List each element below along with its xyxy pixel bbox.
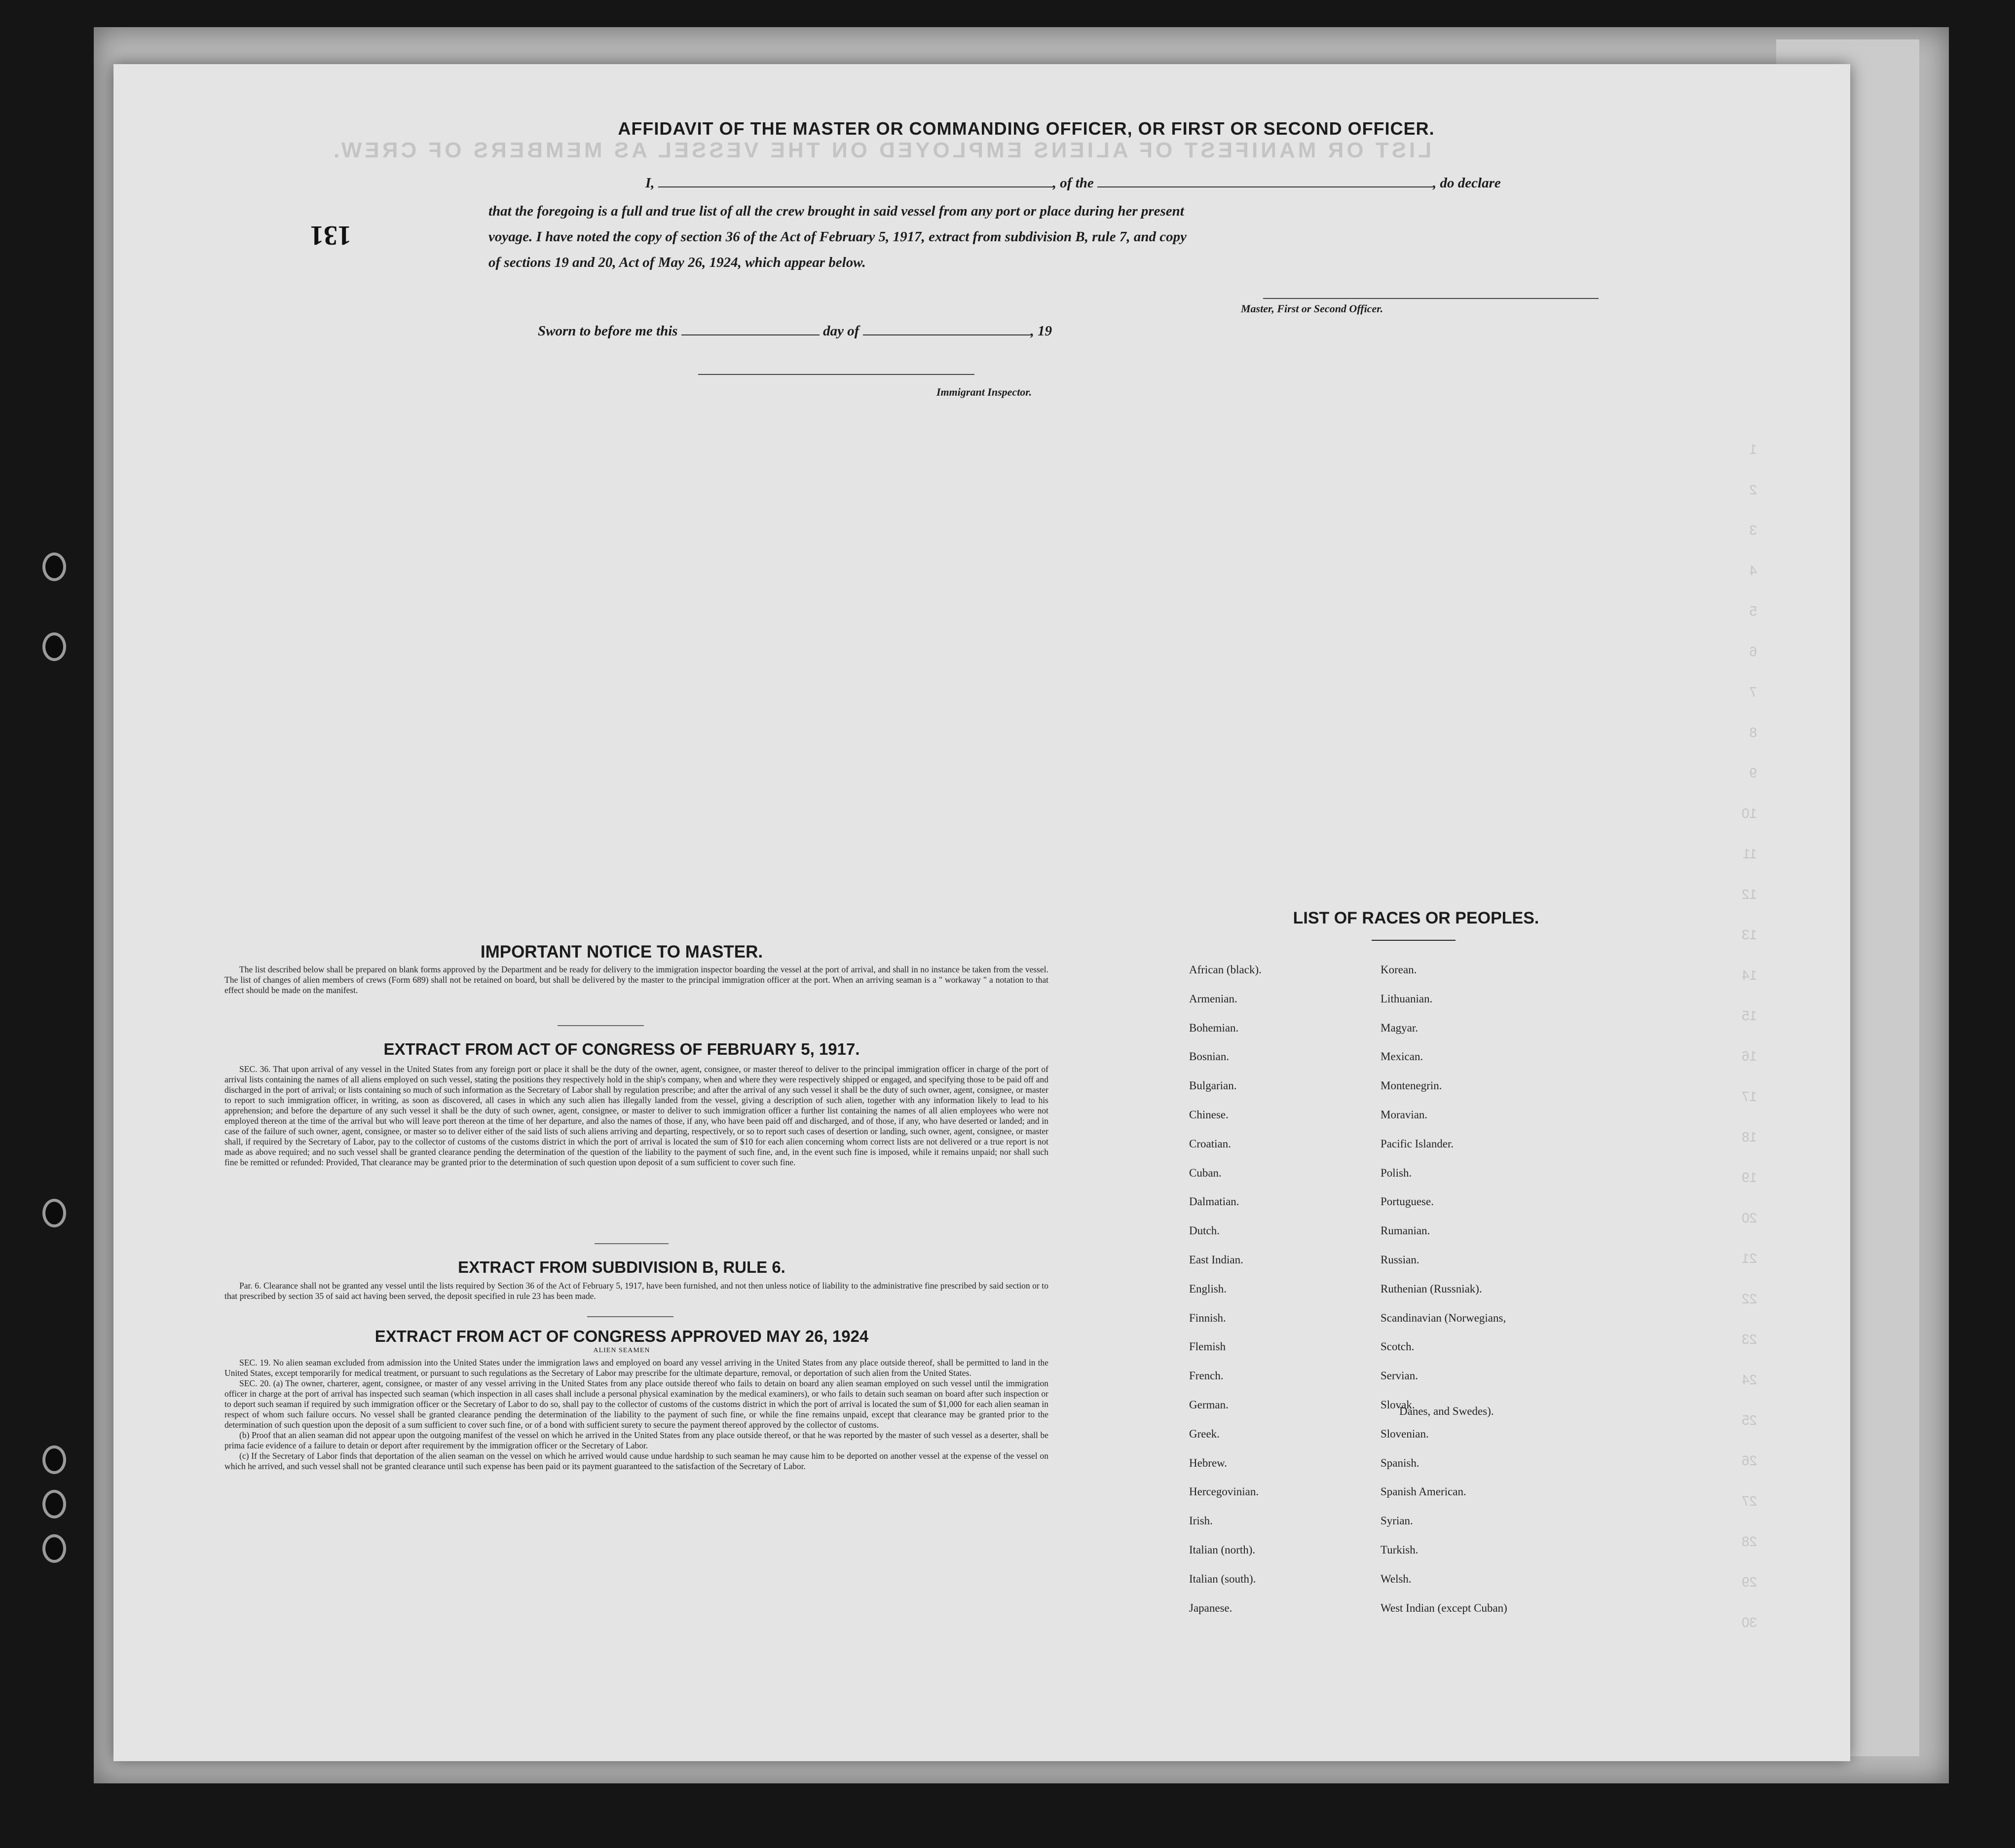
races-left-column bbox=[1189, 963, 1262, 1630]
affidavit-i-label: I, bbox=[645, 175, 655, 191]
extract-rule6-text bbox=[224, 1281, 1048, 1301]
race-entry: Flemish bbox=[1189, 1340, 1226, 1353]
race-entry: Welsh. bbox=[1381, 1572, 1412, 1585]
sworn-line bbox=[538, 323, 1052, 339]
inspector-signature-line[interactable] bbox=[698, 374, 974, 375]
race-entry: Finnish. bbox=[1189, 1311, 1226, 1324]
race-entry: Spanish. bbox=[1381, 1456, 1419, 1469]
affidavit-line-3: voyage. I have noted the copy of section 36 of the Act of February 5, 1917, extract from subdivision B, rule 7, and copy bbox=[488, 229, 1187, 245]
show-through-title: LIST OR MANIFEST OF ALIENS EMPLOYED ON THE VESSEL AS MEMBERS OF CREW. bbox=[331, 138, 1432, 162]
binder-hole bbox=[42, 632, 66, 661]
show-through-row-number: 24 bbox=[1742, 1372, 1757, 1387]
affidavit-line-4: of sections 19 and 20, Act of May 26, 1924, which appear below. bbox=[488, 255, 866, 270]
show-through-row-number: 2 bbox=[1749, 482, 1757, 497]
race-entry: Scotch. bbox=[1381, 1340, 1415, 1353]
show-through-row-number: 5 bbox=[1749, 603, 1757, 619]
divider bbox=[587, 1316, 673, 1317]
notice-paragraph: The list described below shall be prepared on blank forms approved by the Department and be ready for delivery to the immigration inspector boarding the vessel at the port of arrival, and shall in no instance be taken from the vessel. The list of changes of alien members of crews (Form 689) shall not be retained on board, but shall be delivered by the master to the principal immigration officer at the port. When an arriving seaman is a " workaway " a notation to that effect should be made on the manifest. bbox=[224, 964, 1048, 995]
notice-title: IMPORTANT NOTICE TO MASTER. bbox=[480, 942, 763, 961]
race-entry: Italian (south). bbox=[1189, 1572, 1256, 1585]
race-entry: Ruthenian (Russniak). bbox=[1381, 1282, 1482, 1295]
race-entry: Dutch. bbox=[1189, 1224, 1220, 1237]
section-36-paragraph: SEC. 36. That upon arrival of any vessel in the United States from any foreign port or place it shall be the duty of the owner, agent, consignee, or master thereof to deliver to the principal immigration officer in charge of the port of arrival lists containing the names of all aliens employed on such vessel, stating the positions they respectively hold in the ship's company, when and where they were respectively shipped or engaged, and specifying those to be paid off and discharged in the port of arrival; or lists containing so much of such information as the Secretary of Labor shall by regulation prescribe; and after the arrival of any such vessel it shall be the duty of such owner, agent, consignee, or master to report to such immigration officer, in writing, as soon as discovered, all cases in which any such alien has illegally landed from the vessel, giving a description of such alien, together with any information likely to lead to his apprehension; and before the departure of any such vessel it shall be the duty of such owner, agent, consignee, or master to deliver to such immigration officer a further list containing the names of all alien employees who were not employed thereon at the time of the arrival but who will leave port thereon at the time of her departure, and also the names of those, if any, who have been paid off and discharged, and of those, if any, who have deserted or landed; and in case of the failure of such owner, agent, consignee, or master so to deliver either of the said lists of such aliens arriving and departing, respectively, or so to report such cases of desertion or landing, such owner, agent, consignee, or master shall, if required by the Secretary of Labor, pay to the collector of customs of the customs district in which the port of arrival is located the sum of $10 for each alien concerning whom correct lists are not delivered or a true report is not made as above required; and no such vessel shall be granted clearance pending the determination of the question of the liability to the payment of such fine, and, in the event such fine is imposed, while it remains unpaid; nor shall such fine be remitted or refunded: Provided, That clearance may be granted prior to the determination of such question upon deposit of a sum sufficient to cover such fine. bbox=[224, 1064, 1048, 1167]
race-entry: East Indian. bbox=[1189, 1253, 1243, 1266]
section-19-paragraph: SEC. 19. No alien seaman excluded from admission into the United States under the immigration laws and employed on board any vessel arriving in the United States from any place outside thereof, shall be permitted to land in the United States, except temporarily for medical treatment, or pursuant to such regulations as the Secretary of Labor may prescribe for the ultimate departure, removal, or deportation of such alien from the United States. bbox=[224, 1358, 1048, 1378]
race-entry: Syrian. bbox=[1381, 1515, 1413, 1527]
show-through-row-number: 27 bbox=[1742, 1493, 1757, 1509]
show-through-row-number: 22 bbox=[1742, 1291, 1757, 1306]
show-through-row-number: 14 bbox=[1742, 967, 1757, 983]
binder-hole bbox=[42, 1534, 66, 1563]
race-entry: Polish. bbox=[1381, 1166, 1412, 1179]
show-through-row-number: 21 bbox=[1742, 1251, 1757, 1266]
sworn-day-field[interactable] bbox=[681, 324, 820, 335]
extract-1924-title: EXTRACT FROM ACT OF CONGRESS APPROVED MAY 26, 1924 bbox=[374, 1327, 869, 1345]
race-entry: French. bbox=[1189, 1369, 1224, 1382]
divider bbox=[1372, 940, 1455, 941]
race-entry: Armenian. bbox=[1189, 992, 1237, 1005]
show-through-row-number: 29 bbox=[1742, 1574, 1757, 1589]
race-entry: Slovak. bbox=[1381, 1398, 1415, 1411]
show-through-row-number: 19 bbox=[1742, 1170, 1757, 1185]
show-through-row-numbers bbox=[1742, 429, 1757, 1643]
extract-1917-text bbox=[224, 1064, 1048, 1168]
section-20c-paragraph: (c) If the Secretary of Labor finds that deportation of the alien seaman on the vessel on which he arrived would cause undue hardship to such seaman he may cause him to be deported on another vessel at the expense of the vessel on which he arrived, and such vessel shall not be granted clearance until such expense has been paid or its payment guaranteed to the satisfaction of the Secretary of Labor. bbox=[224, 1451, 1048, 1471]
binder-hole bbox=[42, 1199, 66, 1227]
race-entry: Bohemian. bbox=[1189, 1021, 1239, 1034]
show-through-row-number: 11 bbox=[1743, 846, 1757, 861]
extract-rule6-title: EXTRACT FROM SUBDIVISION B, RULE 6. bbox=[458, 1258, 785, 1276]
show-through-row-number: 3 bbox=[1749, 522, 1757, 538]
race-entry: Slovenian. bbox=[1381, 1427, 1429, 1440]
race-entry: Montenegrin. bbox=[1381, 1079, 1442, 1092]
race-entry: Hercegovinian. bbox=[1189, 1485, 1259, 1498]
race-entry: Hebrew. bbox=[1189, 1456, 1228, 1469]
race-entry: German. bbox=[1189, 1398, 1229, 1411]
affidavit-of-the-label: , of the bbox=[1052, 175, 1094, 191]
show-through-row-number: 10 bbox=[1742, 806, 1757, 821]
race-entry: Italian (north). bbox=[1189, 1543, 1256, 1556]
race-entry: Cuban. bbox=[1189, 1166, 1222, 1179]
divider bbox=[558, 1025, 644, 1026]
alien-seamen-subtitle: ALIEN SEAMEN bbox=[593, 1347, 650, 1354]
race-entry: Spanish American. bbox=[1381, 1485, 1466, 1498]
show-through-row-number: 8 bbox=[1749, 725, 1757, 740]
race-entry: Servian. bbox=[1381, 1369, 1418, 1382]
show-through-row-number: 17 bbox=[1742, 1089, 1757, 1104]
show-through-row-number: 23 bbox=[1742, 1331, 1757, 1347]
day-of-label: day of bbox=[823, 323, 859, 339]
sworn-month-field[interactable] bbox=[863, 324, 1031, 335]
show-through-row-number: 9 bbox=[1749, 765, 1757, 780]
year-label: , 19 bbox=[1030, 323, 1052, 339]
vessel-name-field[interactable] bbox=[1097, 176, 1433, 187]
race-entry: Magyar. bbox=[1381, 1021, 1418, 1034]
show-through-row-number: 20 bbox=[1742, 1210, 1757, 1225]
show-through-row-number: 6 bbox=[1749, 644, 1757, 659]
paragraph-6: Par. 6. Clearance shall not be granted any vessel until the lists required by Section 36 of the Act of February 5, 1917, have been furnished, and not then unless notice of liability to the administrative fine prescribed by said section or to that prescribed by section 35 of said act having been served, the deposit specified in rule 23 has been made. bbox=[224, 1281, 1048, 1301]
sworn-label: Sworn to before me this bbox=[538, 323, 678, 339]
race-entry: Dalmatian. bbox=[1189, 1195, 1239, 1208]
race-entry: Portuguese. bbox=[1381, 1195, 1434, 1208]
notice-text bbox=[224, 964, 1048, 996]
scandinavian-continuation: Danes, and Swedes). bbox=[1399, 1405, 1494, 1417]
race-entry: Lithuanian. bbox=[1381, 992, 1433, 1005]
race-entry: Pacific Islander. bbox=[1381, 1137, 1454, 1150]
show-through-row-number: 12 bbox=[1742, 887, 1757, 902]
race-entry: Japanese. bbox=[1189, 1601, 1232, 1614]
affidavit-line-2: that the foregoing is a full and true list of all the crew brought in said vessel from any port or place during her present bbox=[488, 203, 1184, 219]
race-entry: Russian. bbox=[1381, 1253, 1419, 1266]
binder-hole bbox=[42, 553, 66, 581]
race-entry: Bosnian. bbox=[1189, 1050, 1230, 1063]
race-entry: Moravian. bbox=[1381, 1108, 1428, 1121]
extract-1924-text bbox=[224, 1358, 1048, 1472]
race-entry: Korean. bbox=[1381, 963, 1417, 976]
show-through-row-number: 26 bbox=[1742, 1453, 1757, 1468]
show-through-row-number: 4 bbox=[1749, 563, 1757, 578]
master-signature-label: Master, First or Second Officer. bbox=[1241, 302, 1383, 315]
stamp-number: 131 bbox=[310, 220, 351, 251]
race-entry: Scandinavian (Norwegians, bbox=[1381, 1311, 1506, 1324]
race-entry: Mexican. bbox=[1381, 1050, 1423, 1063]
race-entry: Turkish. bbox=[1381, 1543, 1418, 1556]
master-signature-line[interactable] bbox=[1263, 298, 1599, 299]
affidavit-line-1 bbox=[645, 175, 1501, 191]
race-entry: Chinese. bbox=[1189, 1108, 1229, 1121]
binder-hole bbox=[42, 1490, 66, 1518]
show-through-row-number: 15 bbox=[1742, 1008, 1757, 1023]
race-entry: West Indian (except Cuban) bbox=[1381, 1601, 1507, 1614]
binder-hole bbox=[42, 1445, 66, 1474]
show-through-row-number: 25 bbox=[1742, 1412, 1757, 1428]
inspector-label: Immigrant Inspector. bbox=[936, 386, 1032, 398]
show-through-row-number: 18 bbox=[1742, 1129, 1757, 1145]
show-through-row-number: 7 bbox=[1749, 684, 1757, 700]
show-through-row-number: 28 bbox=[1742, 1534, 1757, 1549]
race-entry: Croatian. bbox=[1189, 1137, 1231, 1150]
race-entry: African (black). bbox=[1189, 963, 1262, 976]
race-entry: Irish. bbox=[1189, 1515, 1213, 1527]
section-20b-paragraph: (b) Proof that an alien seaman did not appear upon the outgoing manifest of the vessel on which he arrived in the United States from any place outside thereof, or that he was reported by the master of such vessel as a deserter, shall be prima facie evidence of a failure to detain or deport after requirement by the immigration officer or the Secretary of Labor. bbox=[224, 1430, 1048, 1450]
section-20a-paragraph: SEC. 20. (a) The owner, charterer, agent, consignee, or master of any vessel arriving in the United States from any place outside thereof who fails to detain on board any alien seaman employed on such vessel until the immigration officer in charge at the port of arrival has inspected such seaman (which inspection in all cases shall include a personal physical examination by the medical examiners), or who fails to detain such seaman on board after such inspection or to deport such seaman if required by such immigration officer or the Secretary of Labor to do so, shall pay to the collector of customs of the customs district in which the port of arrival is located the sum of $1,000 for each alien seaman in respect of whom such failure occurs. No vessel shall be granted clearance pending the determination of the liability to the payment of such fine, or while the fine remains unpaid, except that clearance may be granted prior to the determination of such question upon the deposit of a sum sufficient to cover such fine, or of a bond with sufficient surety to secure the payment thereof approved by the collector of customs. bbox=[224, 1378, 1048, 1430]
affidavit-do-declare-label: , do declare bbox=[1433, 175, 1501, 191]
race-entry: English. bbox=[1189, 1282, 1227, 1295]
races-right-column bbox=[1381, 963, 1507, 1630]
races-title: LIST OF RACES OR PEOPLES. bbox=[1293, 909, 1539, 927]
master-name-field[interactable] bbox=[658, 176, 1053, 187]
affidavit-title: AFFIDAVIT OF THE MASTER OR COMMANDING OFFICER, OR FIRST OR SECOND OFFICER. bbox=[618, 118, 1435, 139]
extract-1917-title: EXTRACT FROM ACT OF CONGRESS OF FEBRUARY 5, 1917. bbox=[383, 1040, 860, 1058]
race-entry: Bulgarian. bbox=[1189, 1079, 1237, 1092]
show-through-row-number: 1 bbox=[1749, 442, 1757, 457]
document-page bbox=[113, 64, 1850, 1761]
race-entry: Rumanian. bbox=[1381, 1224, 1430, 1237]
show-through-row-number: 30 bbox=[1742, 1615, 1757, 1630]
show-through-row-number: 13 bbox=[1742, 927, 1757, 942]
show-through-row-number: 16 bbox=[1742, 1048, 1757, 1064]
divider bbox=[595, 1243, 669, 1244]
race-entry: Greek. bbox=[1189, 1427, 1220, 1440]
